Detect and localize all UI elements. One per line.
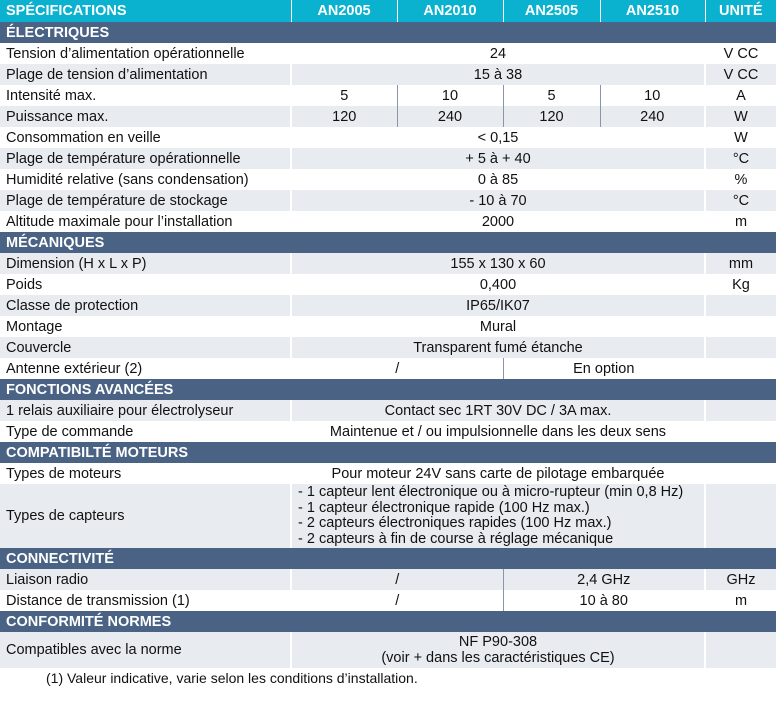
list-item: - 2 capteurs à fin de course à réglage mécanique bbox=[298, 530, 614, 547]
row-value-an2505: 5 bbox=[503, 85, 600, 106]
table-row bbox=[0, 253, 776, 274]
section-connectivite bbox=[0, 548, 776, 569]
row-value: 24 bbox=[291, 43, 705, 64]
table-row bbox=[0, 190, 776, 211]
table-row bbox=[0, 590, 776, 611]
row-unit: GHz bbox=[705, 569, 776, 590]
row-value-an2510: 240 bbox=[600, 106, 705, 127]
table-row bbox=[0, 295, 776, 316]
row-label: Humidité relative (sans condensation) bbox=[0, 169, 291, 190]
table-row bbox=[0, 211, 776, 232]
section-title: CONFORMITÉ NORMES bbox=[0, 611, 776, 632]
row-value: 15 à 38 bbox=[291, 64, 705, 85]
row-value-an20xx: / bbox=[291, 569, 503, 590]
section-compatibilite-moteurs bbox=[0, 442, 776, 463]
header-model-an2510: AN2510 bbox=[600, 0, 705, 22]
row-value-an20xx: / bbox=[291, 358, 503, 379]
section-electriques bbox=[0, 22, 776, 43]
section-title: FONCTIONS AVANCÉES bbox=[0, 379, 776, 400]
row-label: Intensité max. bbox=[0, 85, 291, 106]
row-value: - 10 à 70 bbox=[291, 190, 705, 211]
row-value: + 5 à + 40 bbox=[291, 148, 705, 169]
section-title: MÉCANIQUES bbox=[0, 232, 776, 253]
capteurs-list bbox=[291, 484, 705, 548]
row-value-an2005: 120 bbox=[291, 106, 397, 127]
row-label: 1 relais auxiliaire pour électrolyseur bbox=[0, 400, 291, 421]
row-label: Classe de protection bbox=[0, 295, 291, 316]
section-mecaniques bbox=[0, 232, 776, 253]
row-value-an2005: 5 bbox=[291, 85, 397, 106]
table-row bbox=[0, 484, 776, 548]
row-value: < 0,15 bbox=[291, 127, 705, 148]
row-value-an2010: 10 bbox=[397, 85, 503, 106]
norme-value bbox=[291, 632, 705, 668]
table-row bbox=[0, 127, 776, 148]
row-value: 0,400 bbox=[291, 274, 705, 295]
table-row bbox=[0, 400, 776, 421]
section-conformite-normes bbox=[0, 611, 776, 632]
table-row bbox=[0, 148, 776, 169]
row-label: Tension d’alimentation opérationnelle bbox=[0, 43, 291, 64]
row-unit: A bbox=[705, 85, 776, 106]
row-value-an2010: 240 bbox=[397, 106, 503, 127]
row-unit bbox=[705, 463, 776, 484]
row-unit: m bbox=[705, 211, 776, 232]
row-unit bbox=[705, 632, 776, 668]
header-model-an2005: AN2005 bbox=[291, 0, 397, 22]
section-title: CONNECTIVITÉ bbox=[0, 548, 776, 569]
table-row bbox=[0, 337, 776, 358]
row-unit bbox=[705, 421, 776, 442]
table-row bbox=[0, 463, 776, 484]
table-header-row bbox=[0, 0, 776, 22]
list-item: - 2 capteurs électroniques rapides (100 Hz max.) bbox=[298, 515, 612, 531]
section-title: COMPATIBILTÉ MOTEURS bbox=[0, 442, 776, 463]
row-unit: mm bbox=[705, 253, 776, 274]
row-value: 2000 bbox=[291, 211, 705, 232]
norme-line: NF P90-308 bbox=[458, 634, 538, 650]
row-value: 155 x 130 x 60 bbox=[291, 253, 705, 274]
table-row bbox=[0, 274, 776, 295]
norme-line: (voir + dans les caractéristiques CE) bbox=[381, 650, 615, 666]
row-label: Compatibles avec la norme bbox=[0, 632, 291, 668]
row-unit bbox=[705, 316, 776, 337]
table-row bbox=[0, 106, 776, 127]
row-value-an20xx: / bbox=[291, 590, 503, 611]
row-label: Poids bbox=[0, 274, 291, 295]
row-unit bbox=[705, 295, 776, 316]
table-row bbox=[0, 43, 776, 64]
row-unit: W bbox=[705, 127, 776, 148]
row-label: Antenne extérieur (2) bbox=[0, 358, 291, 379]
row-label: Puissance max. bbox=[0, 106, 291, 127]
row-value-an2510: 10 bbox=[600, 85, 705, 106]
table-row bbox=[0, 421, 776, 442]
row-label: Types de moteurs bbox=[0, 463, 291, 484]
row-label: Altitude maximale pour l’installation bbox=[0, 211, 291, 232]
row-unit: % bbox=[705, 169, 776, 190]
header-model-an2010: AN2010 bbox=[397, 0, 503, 22]
row-value-an25xx: 10 à 80 bbox=[503, 590, 705, 611]
row-unit: °C bbox=[705, 148, 776, 169]
row-unit: V CC bbox=[705, 64, 776, 85]
table-row bbox=[0, 316, 776, 337]
row-label: Plage de température de stockage bbox=[0, 190, 291, 211]
row-unit: m bbox=[705, 590, 776, 611]
section-fonctions-avancees bbox=[0, 379, 776, 400]
row-unit: °C bbox=[705, 190, 776, 211]
table-row bbox=[0, 569, 776, 590]
list-item: - 1 capteur électronique rapide (100 Hz max.) bbox=[298, 499, 590, 516]
row-value: Transparent fumé étanche bbox=[291, 337, 705, 358]
row-value-an25xx: 2,4 GHz bbox=[503, 569, 705, 590]
table-row bbox=[0, 632, 776, 668]
header-specifications: SPÉCIFICATIONS bbox=[0, 0, 291, 22]
row-unit: Kg bbox=[705, 274, 776, 295]
table-row bbox=[0, 85, 776, 106]
row-value: Mural bbox=[291, 316, 705, 337]
row-unit: V CC bbox=[705, 43, 776, 64]
row-value: Pour moteur 24V sans carte de pilotage embarquée bbox=[291, 463, 705, 484]
row-value-an25xx: En option bbox=[503, 358, 705, 379]
row-label: Dimension (H x L x P) bbox=[0, 253, 291, 274]
row-value: IP65/IK07 bbox=[291, 295, 705, 316]
row-value: 0 à 85 bbox=[291, 169, 705, 190]
row-unit: W bbox=[705, 106, 776, 127]
row-unit bbox=[705, 337, 776, 358]
table-row bbox=[0, 169, 776, 190]
header-model-an2505: AN2505 bbox=[503, 0, 600, 22]
row-label: Montage bbox=[0, 316, 291, 337]
row-label: Type de commande bbox=[0, 421, 291, 442]
row-unit bbox=[705, 484, 776, 548]
row-value-an2505: 120 bbox=[503, 106, 600, 127]
footnote: (1) Valeur indicative, varie selon les conditions d’installation. bbox=[46, 670, 418, 686]
row-label: Couvercle bbox=[0, 337, 291, 358]
row-label: Consommation en veille bbox=[0, 127, 291, 148]
row-value: Contact sec 1RT 30V DC / 3A max. bbox=[291, 400, 705, 421]
header-unit: UNITÉ bbox=[705, 0, 776, 22]
table-row bbox=[0, 64, 776, 85]
list-item: - 1 capteur lent électronique ou à micro-rupteur (min 0,8 Hz) bbox=[298, 484, 684, 500]
row-label: Plage de température opérationnelle bbox=[0, 148, 291, 169]
row-label: Distance de transmission (1) bbox=[0, 590, 291, 611]
row-unit bbox=[705, 358, 776, 379]
row-label: Liaison radio bbox=[0, 569, 291, 590]
row-value: Maintenue et / ou impulsionnelle dans les deux sens bbox=[291, 421, 705, 442]
section-title: ÉLECTRIQUES bbox=[0, 22, 776, 43]
row-unit bbox=[705, 400, 776, 421]
row-label: Plage de tension d’alimentation bbox=[0, 64, 291, 85]
table-row bbox=[0, 358, 776, 379]
row-label: Types de capteurs bbox=[0, 484, 291, 548]
